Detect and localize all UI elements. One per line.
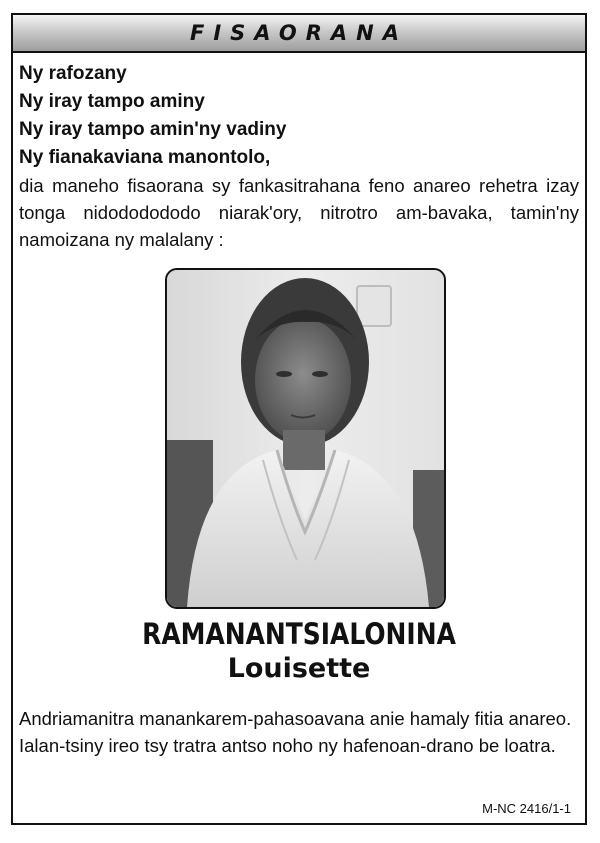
closing-paragraph: Andriamanitra manankarem-pahasoavana anie hamaly fitia anareo. bbox=[19, 708, 572, 729]
portrait-photo bbox=[165, 268, 446, 609]
addressee-line: Ny iray tampo amin'ny vadiny bbox=[19, 119, 287, 140]
portrait-illustration bbox=[167, 270, 444, 607]
deceased-surname: RAMANANTSIALONINA bbox=[142, 617, 456, 651]
notice-header bbox=[13, 15, 585, 53]
closing-block bbox=[19, 705, 579, 759]
notice-body bbox=[19, 60, 579, 253]
addressee-line: Ny fianakaviana manontolo, bbox=[19, 147, 271, 168]
deceased-name-block bbox=[13, 617, 585, 687]
addressee-line: Ny rafozany bbox=[19, 63, 127, 84]
reference-code: M-NC 2416/1-1 bbox=[482, 801, 571, 816]
deceased-first-name: Louisette bbox=[227, 653, 371, 684]
notice-title: FISAORANA bbox=[190, 21, 408, 45]
closing-paragraph: Ialan-tsiny ireo tsy tratra antso noho ny hafenoan-drano be loatra. bbox=[19, 735, 556, 756]
intro-paragraph: dia maneho fisaorana sy fankasitrahana feno anareo rehetra izay tonga nidododododo niarak'ory, nitrotro am-bavaka, tamin'ny namoizana ny malalany : bbox=[19, 175, 579, 250]
addressee-line: Ny iray tampo aminy bbox=[19, 91, 205, 112]
notice-frame bbox=[11, 13, 587, 825]
